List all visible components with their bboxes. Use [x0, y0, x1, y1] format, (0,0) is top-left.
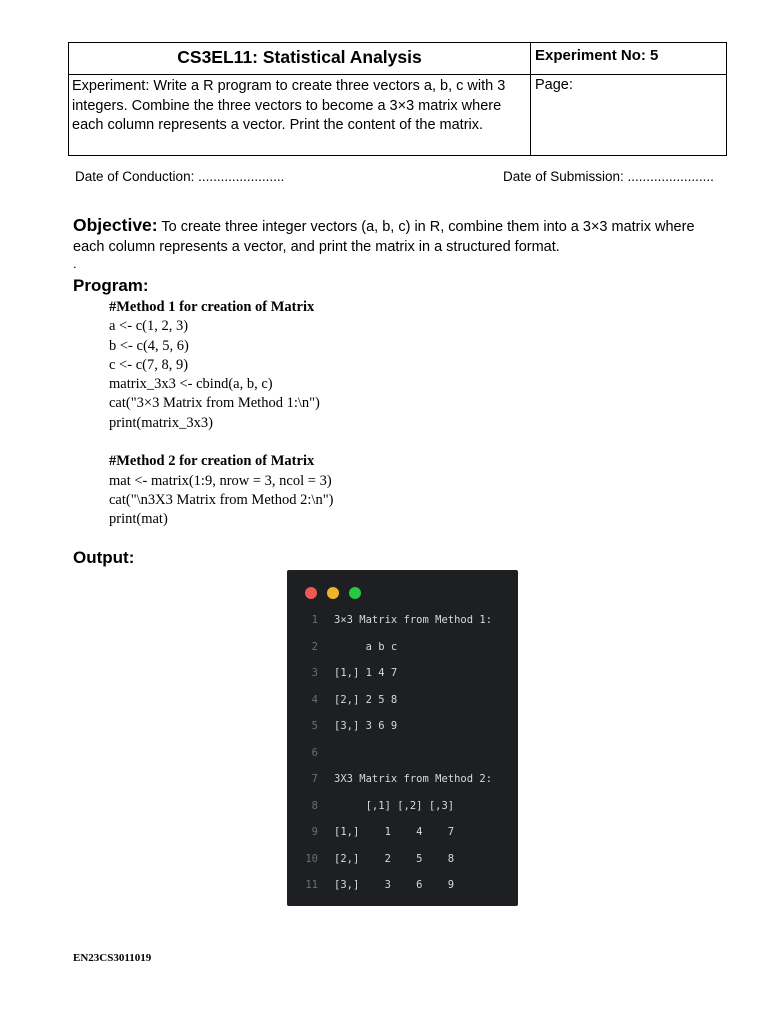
terminal-line: [287, 875, 518, 895]
line-text: [3,] 3 6 9: [334, 879, 455, 891]
experiment-number: Experiment No: 5: [535, 47, 659, 64]
stray-period: .: [73, 256, 77, 271]
page-label: Page:: [535, 77, 573, 93]
code-line: print(mat): [109, 511, 168, 528]
terminal-line: [287, 822, 518, 842]
code-line: #Method 1 for creation of Matrix: [109, 299, 315, 315]
line-number: 1: [311, 614, 318, 626]
code-line: c <- c(7, 8, 9): [109, 356, 189, 373]
maximize-dot-icon: [349, 587, 361, 599]
code-line: [109, 433, 333, 452]
terminal-line: [287, 769, 518, 789]
line-number: 10: [305, 852, 318, 865]
code-line: mat <- matrix(1:9, nrow = 3, ncol = 3): [109, 472, 332, 489]
code-line: a <- c(1, 2, 3): [109, 318, 189, 335]
line-number: 7: [311, 773, 318, 785]
line-text: [2,] 2 5 8: [334, 852, 455, 865]
terminal-line: [287, 716, 518, 736]
course-title: CS3EL11: Statistical Analysis: [177, 47, 422, 67]
line-number: 3: [311, 667, 318, 679]
code-line: b <- c(4, 5, 6): [109, 337, 189, 354]
terminal-line: [287, 663, 518, 683]
line-text: [1,] 1 4 7: [334, 826, 455, 838]
line-text: a b c: [334, 640, 398, 653]
terminal-line: [287, 743, 518, 763]
line-number: 9: [311, 826, 318, 838]
terminal-line: [287, 796, 518, 816]
line-number: 8: [311, 799, 318, 812]
date-of-conduction: Date of Conduction: .......................: [75, 169, 285, 184]
line-text: [1,] 1 4 7: [334, 667, 398, 679]
line-number: 11: [305, 879, 318, 891]
code-line: matrix_3x3 <- cbind(a, b, c): [109, 376, 273, 393]
header-column-divider: [530, 43, 531, 155]
terminal-line: [287, 610, 518, 630]
code-line: cat("\n3X3 Matrix from Method 2:\n"): [109, 491, 334, 508]
program-heading: Program:: [73, 276, 149, 295]
line-number: 5: [311, 720, 318, 732]
minimize-dot-icon: [327, 587, 339, 599]
line-text: 3×3 Matrix from Method 1:: [334, 614, 493, 626]
line-text: 3X3 Matrix from Method 2:: [334, 773, 493, 785]
date-of-submission: Date of Submission: .......................: [503, 169, 714, 184]
line-text: [3,] 3 6 9: [334, 720, 398, 732]
output-terminal-window: [287, 570, 518, 906]
objective-label: Objective:: [73, 215, 158, 235]
terminal-line: [287, 637, 518, 657]
code-line: #Method 2 for creation of Matrix: [109, 453, 315, 470]
line-number: 2: [311, 640, 318, 653]
line-number: 4: [311, 693, 318, 706]
code-line: cat("3×3 Matrix from Method 1:\n"): [109, 395, 320, 412]
experiment-description: Experiment: Write a R program to create three vectors a, b, c with 3 integers. Combine the three vectors to become a 3×3 matrix where each column represents a vector. Print the content of the matrix.: [72, 78, 506, 133]
line-number: 6: [311, 746, 318, 759]
experiment-header-table: [68, 42, 727, 156]
line-text: [2,] 2 5 8: [334, 693, 398, 706]
code-line: print(matrix_3x3): [109, 414, 213, 431]
objective-paragraph: [73, 215, 713, 257]
output-heading: Output:: [73, 548, 135, 567]
close-dot-icon: [305, 587, 317, 599]
terminal-line: [287, 690, 518, 710]
program-code-block: [109, 298, 333, 530]
objective-text: To create three integer vectors (a, b, c) in R, combine them into a 3×3 matrix where each column represents a vector, and print the matrix in a structured format.: [73, 219, 695, 255]
terminal-line: [287, 849, 518, 869]
line-text: [,1] [,2] [,3]: [334, 799, 455, 812]
student-enrollment-id: EN23CS3011019: [73, 952, 152, 964]
